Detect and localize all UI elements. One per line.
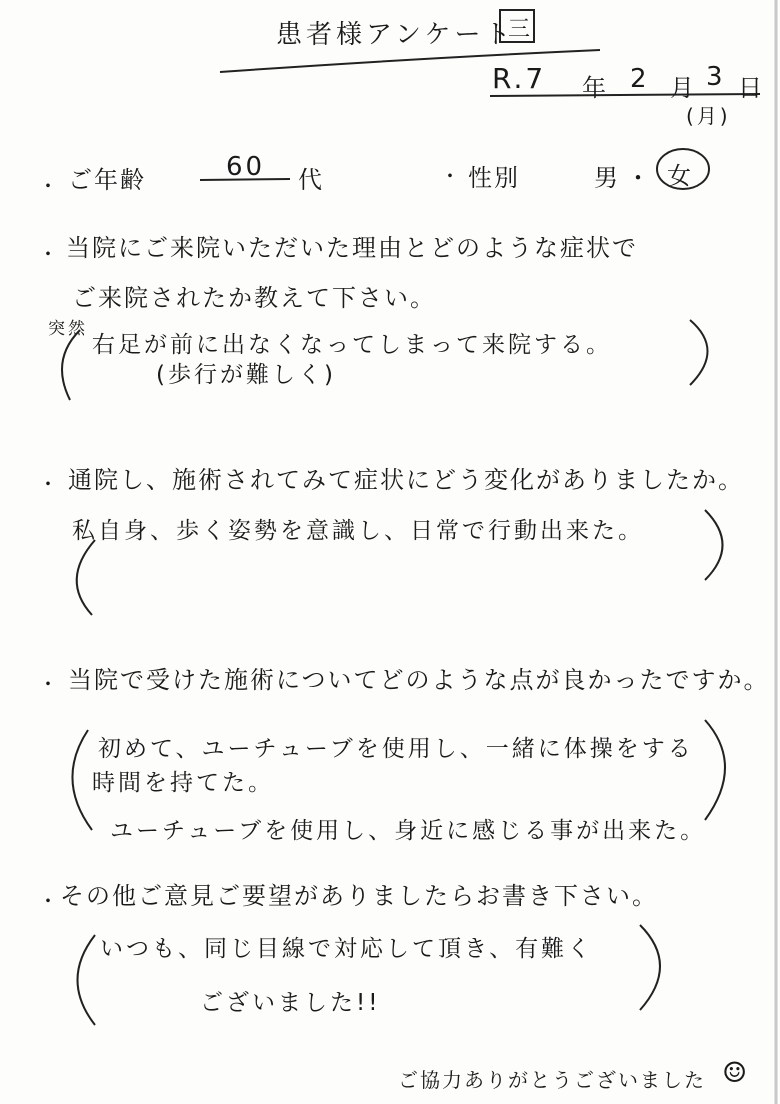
date-nen: 年	[582, 74, 608, 102]
date-weekday: (月)	[686, 104, 731, 128]
q3-question: 当院で受けた施術についてどのような点が良かったですか。	[68, 666, 770, 694]
q2-right-bracket	[705, 510, 723, 580]
date-month: 2	[630, 64, 650, 94]
q2-left-bracket	[77, 540, 95, 615]
q2-question: 通院し、施術されてみて症状にどう変化がありましたか。	[68, 466, 744, 494]
gender-label: 性別	[468, 164, 520, 192]
age-unit: 代	[298, 166, 324, 194]
q1-question-line2: ご来院されたか教えて下さい。	[72, 284, 436, 312]
gender-female: 女	[667, 162, 693, 190]
q3-answer-line1: 初めて、ユーチューブを使用し、一緒に体操をする	[98, 736, 694, 762]
q3-right-bracket	[705, 720, 725, 820]
q4-question: その他ご意見ご要望がありましたらお書き下さい。	[60, 882, 658, 910]
gender-separator: ・	[626, 164, 652, 192]
bullet: ・	[38, 472, 58, 496]
q4-answer-line2: ございました!!	[200, 990, 381, 1016]
age-label: ご年齢	[68, 166, 146, 194]
q1-answer-line2: (歩行が難しく)	[156, 362, 336, 388]
date-tsuki: 月	[670, 74, 696, 102]
age-value: 60	[226, 152, 266, 182]
q1-answer-line1: 右足が前に出なくなってしまって来院する。	[92, 332, 612, 358]
q2-answer-line1: 私自身、歩く姿勢を意識し、日常で行動出来た。	[72, 518, 644, 544]
bullet: ・	[38, 672, 58, 696]
q3-left-bracket	[72, 730, 92, 830]
q3-answer-line2: 時間を持てた。	[92, 770, 274, 796]
date-day: 3	[706, 62, 726, 92]
q3-answer-line3: ユーチューブを使用し、身近に感じる事が出来た。	[110, 818, 707, 844]
footer-thanks: ご協力ありがとうございました	[398, 1068, 706, 1092]
date-hi: 日	[738, 74, 764, 102]
bullet: ・	[38, 242, 58, 266]
q1-right-bracket	[690, 320, 708, 385]
bullet: ・	[38, 174, 58, 198]
date-era: R.7	[492, 62, 547, 95]
survey-title: 患者様アンケート	[276, 20, 515, 50]
q4-right-bracket	[640, 925, 660, 1010]
smiley-icon: ☺	[722, 1056, 748, 1089]
q4-left-bracket	[78, 935, 96, 1025]
bullet: ・	[440, 164, 460, 188]
q4-answer-line1: いつも、同じ目線で対応して頂き、有難く	[100, 936, 594, 962]
gender-male: 男	[594, 164, 620, 192]
q1-answer-correction: 突然	[48, 319, 88, 339]
bullet: ・	[38, 889, 58, 913]
q1-left-bracket	[62, 330, 80, 400]
title-badge: 三	[508, 17, 531, 42]
q1-question-line1: 当院にご来院いただいた理由とどのような症状で	[66, 234, 638, 262]
